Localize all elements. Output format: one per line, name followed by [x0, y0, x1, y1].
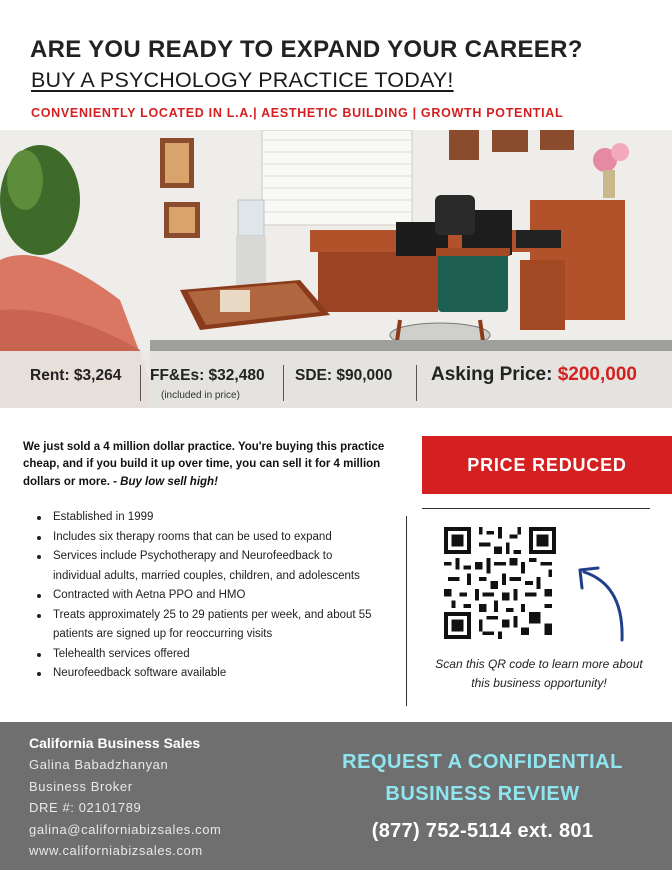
feature-list: [37, 508, 377, 684]
email-link[interactable]: galina@californiabizsales.com: [29, 822, 222, 837]
subheadline: BUY A PSYCHOLOGY PRACTICE TODAY!: [31, 68, 454, 92]
dre-number: DRE #: 02101789: [29, 800, 142, 815]
tagline: CONVENIENTLY LOCATED IN L.A.| AESTHETIC BUILDING | GROWTH POTENTIAL: [31, 106, 564, 120]
list-item: Services include Psychotherapy and Neurofeedback to individual adults, married couples, children, and adolescents: [37, 547, 377, 586]
list-item: Neurofeedback software available: [37, 664, 377, 684]
ffes-note: (included in price): [161, 390, 240, 401]
headline: ARE YOU READY TO EXPAND YOUR CAREER?: [30, 36, 583, 63]
intro-paragraph: [23, 439, 393, 491]
stat-divider: [283, 365, 284, 401]
website-link[interactable]: www.californiabizsales.com: [29, 843, 203, 858]
broker-name: Galina Babadzhanyan: [29, 757, 169, 772]
qr-caption: Scan this QR code to learn more about this business opportunity!: [435, 657, 643, 690]
stat-divider: [140, 365, 141, 401]
asking-price-value: $200,000: [557, 364, 637, 385]
curved-arrow-icon: [572, 560, 632, 650]
asking-price-label: Asking Price:: [431, 364, 553, 385]
stats-bar: [0, 351, 672, 408]
sde-stat: SDE: $90,000: [295, 367, 393, 384]
list-item: Established in 1999: [37, 508, 377, 528]
ffes-stat: FF&Es: $32,480: [150, 367, 265, 384]
list-item: Includes six therapy rooms that can be used to expand: [37, 528, 377, 548]
cta-heading: REQUEST A CONFIDENTIAL BUSINESS REVIEW: [342, 751, 623, 805]
rent-stat: Rent: $3,264: [30, 367, 122, 384]
asking-price: [431, 364, 637, 386]
broker-title: Business Broker: [29, 779, 133, 794]
qr-code-icon[interactable]: [444, 527, 556, 639]
intro-text: We just sold a 4 million dollar practice. You're buying this practice cheap, and if you build it up over time, you can sell it for 4 million dollars or more. -: [23, 441, 385, 488]
price-reduced-banner: PRICE REDUCED: [422, 436, 672, 494]
firm-name: California Business Sales: [29, 735, 201, 751]
list-item: Treats approximately 25 to 29 patients per week, and about 55 patients are signed up for reoccurring visits: [37, 606, 377, 645]
list-item: Telehealth services offered: [37, 645, 377, 665]
phone-number[interactable]: (877) 752-5114 ext. 801: [371, 820, 594, 842]
intro-emphasis: Buy low sell high!: [120, 475, 218, 488]
stat-divider: [416, 365, 417, 401]
list-item: Contracted with Aetna PPO and HMO: [37, 586, 377, 606]
footer: [0, 722, 672, 870]
divider: [406, 516, 407, 706]
divider: [422, 508, 650, 509]
